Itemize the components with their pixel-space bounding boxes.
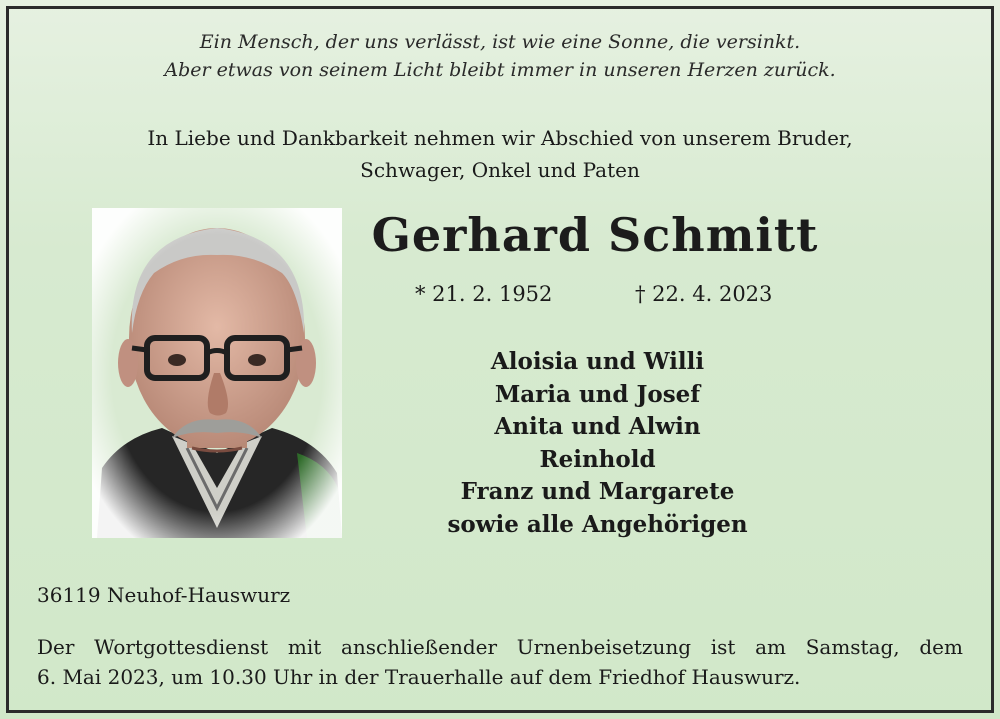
service-word: Urnenbeisetzung <box>516 635 692 659</box>
death-date: † 22. 4. 2023 <box>635 282 773 306</box>
service-info <box>37 632 963 692</box>
portrait-photo <box>92 208 342 538</box>
service-word: mit <box>287 635 322 659</box>
mourner-line: Reinhold <box>539 445 656 473</box>
residence-place: 36119 Neuhof-Hauswurz <box>37 583 291 607</box>
service-word: Samstag, <box>805 635 900 659</box>
quote-line-1: Ein Mensch, der uns verlässt, ist wie eine Sonne, die versinkt. <box>199 31 801 53</box>
service-line-1 <box>37 632 963 662</box>
service-word: Wortgottesdienst <box>94 635 269 659</box>
service-word: am <box>755 635 786 659</box>
quote-line-2: Aber etwas von seinem Licht bleibt immer in unseren Herzen zurück. <box>164 59 836 81</box>
service-word: ist <box>710 635 736 659</box>
intro-line-2: Schwager, Onkel und Paten <box>360 158 640 182</box>
service-word: dem <box>919 635 963 659</box>
deceased-name: Gerhard Schmitt <box>371 208 819 262</box>
service-word: anschließender <box>340 635 498 659</box>
mourners-list <box>400 346 795 542</box>
mourner-line: Maria und Josef <box>494 380 701 408</box>
mourner-line: Franz und Margarete <box>460 478 735 506</box>
mourner-line: Anita und Alwin <box>494 413 701 441</box>
intro-line-1: In Liebe und Dankbarkeit nehmen wir Abschied von unserem Bruder, <box>147 126 853 150</box>
service-word: Der <box>37 635 75 659</box>
birth-date: * 21. 2. 1952 <box>415 282 553 306</box>
mourner-line: Aloisia und Willi <box>490 348 705 375</box>
memorial-quote <box>0 28 1000 84</box>
service-line-2: 6. Mai 2023, um 10.30 Uhr in der Trauerhalle auf dem Friedhof Hauswurz. <box>37 665 801 689</box>
farewell-intro <box>0 122 1000 186</box>
mourner-line: sowie alle Angehörigen <box>447 510 748 538</box>
